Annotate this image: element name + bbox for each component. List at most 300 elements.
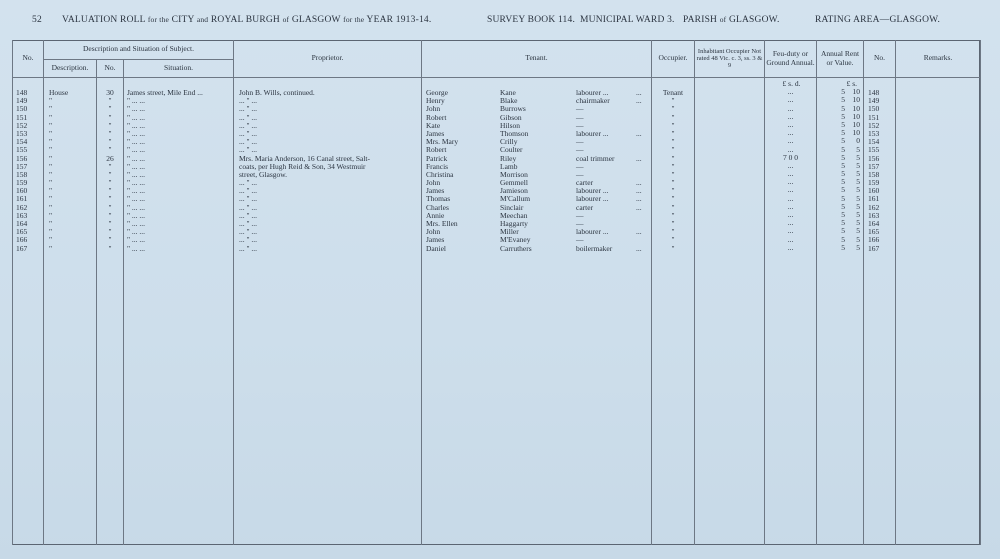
tenant-column bbox=[422, 78, 651, 253]
tenant-occupation: — bbox=[576, 169, 584, 179]
row-occupier: " bbox=[671, 169, 675, 179]
row-street-number: " bbox=[108, 235, 112, 245]
col-remarks: Remarks. bbox=[896, 40, 981, 78]
tenant-surname: Crilly bbox=[500, 137, 518, 147]
row-street-number: " bbox=[108, 202, 112, 212]
row-feu-duty: ... bbox=[787, 201, 794, 211]
tenant-surname: Gibson bbox=[500, 112, 522, 122]
col-no-right: No. bbox=[864, 40, 896, 78]
row-proprietor: coats, per Hugh Reid & Son, 34 Westmuir bbox=[239, 161, 366, 171]
row-annual-rent bbox=[817, 244, 863, 252]
row-number: 155 bbox=[16, 145, 28, 155]
tenant-occupation: labourer ... bbox=[576, 88, 609, 97]
rent-shillings: 0 bbox=[856, 136, 860, 146]
row-tenant bbox=[426, 236, 651, 244]
row-situation: " ... ... bbox=[127, 169, 146, 179]
row-street-number: " bbox=[108, 169, 112, 179]
rent-shillings: 5 bbox=[856, 226, 860, 236]
rent-pounds: 5 bbox=[841, 136, 845, 146]
row-proprietor: ... " ... bbox=[239, 145, 258, 155]
row-number: 150 bbox=[16, 104, 28, 114]
rent-pounds: 5 bbox=[841, 160, 845, 170]
row-proprietor: ... " ... bbox=[239, 112, 258, 122]
row-number-right: 162 bbox=[868, 202, 880, 212]
row-description: " bbox=[49, 194, 53, 204]
row-number: 159 bbox=[16, 178, 28, 188]
row-tenant bbox=[426, 245, 651, 253]
row-occupier: " bbox=[671, 227, 675, 237]
tenant-surname: Haggarty bbox=[500, 219, 528, 228]
tenant-occupation: — bbox=[576, 219, 584, 228]
row-situation: " ... ... bbox=[127, 145, 146, 155]
tenant-occupation: — bbox=[576, 137, 584, 147]
tenant-surname: Miller bbox=[500, 227, 519, 237]
rent-shillings: 5 bbox=[856, 210, 860, 219]
tenant-first-name: John bbox=[426, 104, 441, 114]
col-occupier: Occupier. bbox=[652, 40, 695, 78]
row-situation: " ... ... bbox=[127, 235, 146, 245]
row-occupier: " bbox=[671, 96, 675, 106]
tenant-dots: ... bbox=[636, 96, 642, 106]
row-street-number: " bbox=[108, 96, 112, 106]
row-occupier: " bbox=[671, 153, 675, 163]
tenant-first-name: Mrs. Mary bbox=[426, 137, 459, 147]
row-situation: James street, Mile End ... bbox=[127, 88, 203, 97]
rent-pounds: 5 bbox=[841, 152, 845, 162]
tenant-occupation: — bbox=[576, 120, 584, 130]
rent-shillings: 5 bbox=[856, 193, 860, 203]
row-number-right: 148 bbox=[868, 88, 880, 97]
tenant-surname: Kane bbox=[500, 88, 516, 97]
row-proprietor: ... " ... bbox=[239, 96, 258, 106]
row-street-number: " bbox=[108, 178, 112, 188]
row-number-right: 166 bbox=[868, 235, 880, 245]
tenant-first-name: Patrick bbox=[426, 153, 448, 163]
row-tenant bbox=[426, 122, 651, 130]
roll-title: VALUATION ROLL for the CITY and ROYAL BURGH of GLASGOW for the YEAR 1913-14. bbox=[62, 15, 432, 25]
tenant-occupation: carter bbox=[576, 202, 594, 212]
tenant-dots: ... bbox=[636, 194, 642, 204]
tenant-dots: ... bbox=[636, 202, 642, 212]
tenant-dots: ... bbox=[636, 227, 642, 237]
tenant-occupation: — bbox=[576, 235, 584, 245]
row-description: " bbox=[49, 202, 53, 212]
rent-pounds: 5 bbox=[841, 201, 845, 211]
rent-pounds: 5 bbox=[841, 87, 845, 97]
row-number-right: 151 bbox=[868, 112, 880, 122]
row-number: 158 bbox=[16, 169, 28, 179]
row-tenant bbox=[426, 195, 651, 203]
rent-pounds: 5 bbox=[841, 218, 845, 228]
row-occupier: " bbox=[671, 137, 675, 147]
row-occupier: " bbox=[671, 235, 675, 245]
tenant-surname: Lamb bbox=[500, 161, 518, 171]
row-street-number: " bbox=[108, 227, 112, 237]
row-occupier: " bbox=[671, 194, 675, 204]
row-description: " bbox=[49, 96, 53, 106]
row-occupier: " bbox=[671, 112, 675, 122]
tenant-occupation: coal trimmer bbox=[576, 153, 615, 163]
row-street-number: 26 bbox=[106, 153, 114, 163]
row-tenant bbox=[426, 105, 651, 113]
row-tenant bbox=[426, 146, 651, 154]
row-situation: " ... ... bbox=[127, 153, 146, 163]
tenant-surname: Gemmell bbox=[500, 178, 528, 188]
row-number: 160 bbox=[16, 186, 28, 196]
numbers-right-column bbox=[864, 78, 895, 253]
row-description: " bbox=[49, 137, 53, 147]
col-no2: No. bbox=[97, 60, 124, 78]
row-number: 161 bbox=[16, 194, 28, 204]
rent-pounds: 5 bbox=[841, 234, 845, 244]
row-number: 164 bbox=[16, 219, 28, 228]
row-street-number: " bbox=[108, 120, 112, 130]
row-description: " bbox=[49, 153, 53, 163]
row-description: " bbox=[49, 104, 53, 114]
row-description: " bbox=[49, 112, 53, 122]
row-proprietor: ... " ... bbox=[239, 120, 258, 130]
tenant-first-name: John bbox=[426, 178, 441, 188]
row-situation: " ... ... bbox=[127, 178, 146, 188]
rating-area: RATING AREA—GLASGOW. bbox=[815, 15, 941, 25]
rent-shillings: 10 bbox=[852, 128, 860, 138]
row-number: 165 bbox=[16, 227, 28, 237]
row-proprietor: Mrs. Maria Anderson, 16 Canal street, Salt- bbox=[239, 153, 371, 163]
tenant-surname: Blake bbox=[500, 96, 518, 106]
row-occupier: " bbox=[671, 186, 675, 196]
col-feu-duty: Feu-duty or Ground Annual. bbox=[765, 40, 817, 78]
row-proprietor: ... " ... bbox=[239, 235, 258, 245]
rent-pounds: 5 bbox=[841, 119, 845, 129]
row-tenant bbox=[426, 220, 651, 228]
row-feu-duty: ... bbox=[787, 226, 794, 236]
rent-pounds: 5 bbox=[841, 144, 845, 154]
row-description: " bbox=[49, 161, 53, 171]
tenant-first-name: Robert bbox=[426, 145, 447, 155]
tenant-dots: ... bbox=[636, 153, 642, 163]
tenant-surname: Sinclair bbox=[500, 202, 524, 212]
feu-money-heading: £ s. d. bbox=[782, 79, 801, 88]
row-number-right: 161 bbox=[868, 194, 880, 204]
row-number-right: 152 bbox=[868, 120, 880, 130]
row-number-right: 164 bbox=[868, 219, 880, 228]
row-description: " bbox=[49, 243, 53, 253]
row-feu-duty: ... bbox=[787, 169, 794, 179]
page-header bbox=[0, 15, 1000, 31]
row-feu-duty: ... bbox=[787, 160, 794, 170]
tenant-surname: Coulter bbox=[500, 145, 523, 155]
row-number: 151 bbox=[16, 112, 28, 122]
row-street-number: " bbox=[108, 219, 112, 228]
col-inhabitant-occupier: Inhabitant Occupier Not rated 48 Vic. c. 3, ss. 3 & 9 bbox=[695, 40, 765, 78]
row-number-right: 159 bbox=[868, 178, 880, 188]
tenant-first-name: James bbox=[426, 128, 445, 138]
street-number-column bbox=[97, 78, 123, 253]
rent-pounds: 5 bbox=[841, 128, 845, 138]
row-occupier: " bbox=[671, 219, 675, 228]
row-feu-duty: ... bbox=[787, 234, 794, 244]
tenant-occupation: labourer ... bbox=[576, 194, 609, 204]
row-tenant bbox=[426, 204, 651, 212]
parish: PARISH of GLASGOW. bbox=[683, 15, 780, 25]
row-occupier: " bbox=[671, 178, 675, 188]
row-number: 166 bbox=[16, 235, 28, 245]
row-tenant bbox=[426, 155, 651, 163]
tenant-dots: ... bbox=[636, 128, 642, 138]
tenant-dots: ... bbox=[636, 243, 642, 253]
row-tenant bbox=[426, 228, 651, 236]
row-number-right: 165 bbox=[868, 227, 880, 237]
row-proprietor: John B. Wills, continued. bbox=[239, 88, 315, 97]
row-street-number: " bbox=[108, 161, 112, 171]
row-feu-duty: ... bbox=[787, 95, 794, 105]
row-proprietor: ... " ... bbox=[239, 202, 258, 212]
tenant-first-name: Kate bbox=[426, 120, 441, 130]
row-description: " bbox=[49, 186, 53, 196]
tenant-first-name: John bbox=[426, 227, 441, 237]
row-proprietor: ... " ... bbox=[239, 227, 258, 237]
row-proprietor: ... " ... bbox=[239, 128, 258, 138]
col-annual-rent: Annual Rent or Value. bbox=[817, 40, 864, 78]
tenant-dots: ... bbox=[636, 178, 642, 188]
row-feu-duty: ... bbox=[787, 87, 794, 97]
col-description-group: Description and Situation of Subject. bbox=[44, 40, 234, 60]
rent-pounds: 5 bbox=[841, 242, 845, 252]
row-tenant bbox=[426, 130, 651, 138]
tenant-first-name: Henry bbox=[426, 96, 445, 106]
row-feu-duty: ... bbox=[787, 103, 794, 113]
tenant-dots: ... bbox=[636, 186, 642, 196]
tenant-occupation: — bbox=[576, 112, 584, 122]
situation-column bbox=[124, 78, 233, 253]
tenant-surname: M'Callum bbox=[500, 194, 531, 204]
tenant-surname: Riley bbox=[500, 153, 517, 163]
tenant-occupation: chairmaker bbox=[576, 96, 610, 106]
tenant-surname: Morrison bbox=[500, 169, 528, 179]
rent-pounds: 5 bbox=[841, 226, 845, 236]
row-situation: " ... ... bbox=[127, 96, 146, 106]
col-no: No. bbox=[13, 40, 44, 78]
rent-shillings: 5 bbox=[856, 234, 860, 244]
row-situation: " ... ... bbox=[127, 161, 146, 171]
row-tenant bbox=[426, 97, 651, 105]
row-feu-duty: ... bbox=[787, 111, 794, 121]
row-tenant bbox=[426, 212, 651, 220]
row-number-right: 153 bbox=[868, 128, 880, 138]
row-description: " bbox=[49, 120, 53, 130]
row-number-right: 154 bbox=[868, 137, 880, 147]
rent-shillings: 5 bbox=[856, 201, 860, 211]
row-feu-duty: ... bbox=[787, 242, 794, 252]
row-description: " bbox=[49, 227, 53, 237]
occupier-column bbox=[652, 78, 694, 253]
rent-shillings: 5 bbox=[856, 177, 860, 187]
row-description: " bbox=[49, 145, 53, 155]
tenant-surname: M'Evaney bbox=[500, 235, 531, 245]
row-tenant bbox=[426, 187, 651, 195]
tenant-surname: Hilson bbox=[500, 120, 521, 130]
tenant-first-name: James bbox=[426, 186, 445, 196]
tenant-occupation: — bbox=[576, 161, 584, 171]
row-tenant bbox=[426, 89, 651, 97]
row-situation: " ... ... bbox=[127, 112, 146, 122]
row-proprietor: ... " ... bbox=[239, 137, 258, 147]
rent-shillings: 5 bbox=[856, 218, 860, 228]
col-tenant: Tenant. bbox=[422, 40, 652, 78]
numbers-column bbox=[13, 78, 43, 253]
tenant-surname: Meechan bbox=[500, 210, 528, 220]
row-number: 149 bbox=[16, 96, 28, 106]
row-description: " bbox=[49, 219, 53, 228]
tenant-dots: ... bbox=[636, 88, 642, 97]
row-proprietor: street, Glasgow. bbox=[239, 169, 288, 179]
row-situation: " ... ... bbox=[127, 186, 146, 196]
tenant-occupation: carter bbox=[576, 178, 594, 188]
rent-money-heading: £ s. bbox=[846, 79, 857, 88]
row-proprietor: ... " ... bbox=[239, 243, 258, 253]
row-number-right: 150 bbox=[868, 104, 880, 114]
tenant-occupation: labourer ... bbox=[576, 227, 609, 237]
row-situation: " ... ... bbox=[127, 128, 146, 138]
rent-pounds: 5 bbox=[841, 95, 845, 105]
row-number-right: 156 bbox=[868, 153, 880, 163]
row-feu-duty: ... bbox=[787, 119, 794, 129]
tenant-occupation: labourer ... bbox=[576, 128, 609, 138]
row-street-number: " bbox=[108, 145, 112, 155]
tenant-first-name: Mrs. Ellen bbox=[426, 219, 458, 228]
row-number-right: 155 bbox=[868, 145, 880, 155]
col-description: Description. bbox=[44, 60, 97, 78]
rent-shillings: 10 bbox=[852, 119, 860, 129]
rent-shillings: 5 bbox=[856, 169, 860, 179]
inhabitant-column bbox=[695, 78, 764, 89]
tenant-first-name: Charles bbox=[426, 202, 449, 212]
rent-pounds: 5 bbox=[841, 193, 845, 203]
proprietor-column bbox=[234, 78, 421, 253]
tenant-first-name: James bbox=[426, 235, 445, 245]
row-number: 167 bbox=[16, 243, 28, 253]
tenant-first-name: George bbox=[426, 88, 448, 97]
row-number: 154 bbox=[16, 137, 28, 147]
row-description: " bbox=[49, 178, 53, 188]
row-tenant bbox=[426, 138, 651, 146]
row-number: 152 bbox=[16, 120, 28, 130]
row-proprietor: ... " ... bbox=[239, 194, 258, 204]
rent-shillings: 10 bbox=[852, 95, 860, 105]
row-occupier: " bbox=[671, 104, 675, 114]
row-situation: " ... ... bbox=[127, 210, 146, 220]
rent-shillings: 5 bbox=[856, 152, 860, 162]
row-occupier: " bbox=[671, 243, 675, 253]
row-occupier: " bbox=[671, 145, 675, 155]
row-tenant bbox=[426, 171, 651, 179]
municipal-ward: MUNICIPAL WARD 3. bbox=[580, 15, 675, 25]
row-street-number: " bbox=[108, 104, 112, 114]
row-situation: " ... ... bbox=[127, 137, 146, 147]
row-occupier: " bbox=[671, 161, 675, 171]
row-occupier: " bbox=[671, 120, 675, 130]
row-feu-duty: ... bbox=[787, 218, 794, 228]
row-number-right: 160 bbox=[868, 186, 880, 196]
row-feu-duty: 7 0 0 bbox=[783, 152, 798, 162]
tenant-surname: Burrows bbox=[500, 104, 526, 114]
row-proprietor: ... " ... bbox=[239, 210, 258, 220]
row-street-number: " bbox=[108, 194, 112, 204]
tenant-occupation: boilermaker bbox=[576, 243, 613, 253]
rent-pounds: 5 bbox=[841, 103, 845, 113]
page-number: 52 bbox=[32, 15, 42, 25]
row-proprietor: ... " ... bbox=[239, 178, 258, 188]
row-number-right: 157 bbox=[868, 161, 880, 171]
row-proprietor: ... " ... bbox=[239, 186, 258, 196]
row-number: 157 bbox=[16, 161, 28, 171]
tenant-surname: Jamieson bbox=[500, 186, 528, 196]
row-number: 148 bbox=[16, 88, 28, 97]
rent-pounds: 5 bbox=[841, 169, 845, 179]
row-occupier: " bbox=[671, 202, 675, 212]
row-tenant bbox=[426, 114, 651, 122]
row-feu-duty: ... bbox=[787, 144, 794, 154]
row-situation: " ... ... bbox=[127, 227, 146, 237]
row-number-right: 158 bbox=[868, 169, 880, 179]
row-street-number: " bbox=[108, 112, 112, 122]
row-situation: " ... ... bbox=[127, 219, 146, 228]
rent-shillings: 10 bbox=[852, 87, 860, 97]
row-number: 153 bbox=[16, 128, 28, 138]
row-situation: " ... ... bbox=[127, 104, 146, 114]
rent-shillings: 5 bbox=[856, 144, 860, 154]
row-street-number: " bbox=[108, 128, 112, 138]
row-description: House bbox=[49, 88, 69, 97]
tenant-first-name: Robert bbox=[426, 112, 447, 122]
rent-shillings: 5 bbox=[856, 185, 860, 195]
row-occupier: " bbox=[671, 210, 675, 220]
tenant-occupation: labourer ... bbox=[576, 186, 609, 196]
col-proprietor: Proprietor. bbox=[234, 40, 422, 78]
tenant-first-name: Thomas bbox=[426, 194, 451, 204]
row-street-number: " bbox=[108, 243, 112, 253]
rent-shillings: 10 bbox=[852, 103, 860, 113]
row-situation: " ... ... bbox=[127, 202, 146, 212]
row-proprietor: ... " ... bbox=[239, 104, 258, 114]
rent-shillings: 10 bbox=[852, 111, 860, 121]
row-feu-duty: ... bbox=[787, 185, 794, 195]
row-tenant bbox=[426, 179, 651, 187]
row-proprietor: ... " ... bbox=[239, 219, 258, 228]
row-feu-duty: ... bbox=[787, 136, 794, 146]
row-number: 162 bbox=[16, 202, 28, 212]
row-feu-duty: ... bbox=[787, 128, 794, 138]
tenant-surname: Thomson bbox=[500, 128, 529, 138]
tenant-first-name: Francis bbox=[426, 161, 449, 171]
row-situation: " ... ... bbox=[127, 194, 146, 204]
row-street-number: " bbox=[108, 137, 112, 147]
rent-pounds: 5 bbox=[841, 185, 845, 195]
row-number-right: 167 bbox=[868, 243, 880, 253]
tenant-first-name: Annie bbox=[426, 210, 445, 220]
tenant-surname: Carruthers bbox=[500, 243, 532, 253]
row-description: " bbox=[49, 128, 53, 138]
valuation-table bbox=[12, 40, 981, 545]
row-street-number: " bbox=[108, 186, 112, 196]
rent-pounds: 5 bbox=[841, 210, 845, 219]
row-description: " bbox=[49, 210, 53, 220]
row-situation: " ... ... bbox=[127, 120, 146, 130]
row-number: 156 bbox=[16, 153, 28, 163]
tenant-first-name: Christina bbox=[426, 169, 454, 179]
survey-book: SURVEY BOOK 114. bbox=[487, 15, 576, 25]
description-column bbox=[44, 78, 96, 253]
